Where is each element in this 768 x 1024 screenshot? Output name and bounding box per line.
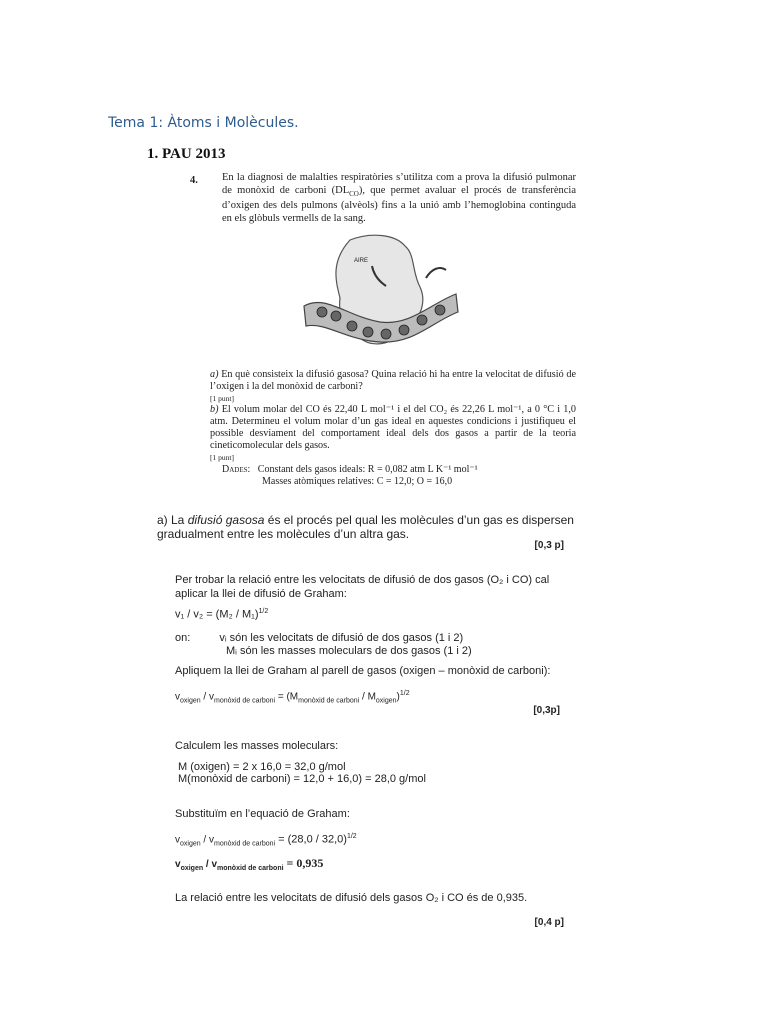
substitute-text: Substituïm en l’equació de Graham:	[175, 808, 350, 820]
graham-substitution: $v_{oxigen} / v_{monòxid de carboni} = (28,0 / 32,0)^{1/2}$	[175, 833, 357, 848]
answer-a-definition: a) La difusió gasosa és el procés pel qual les molècules d’un gas es dispersen gradualment entre les molècules d’un altra gas.	[157, 513, 574, 541]
graham-formula-applied: $v_{oxigen} / v_{monòxid de carboni} = (M_{monòxid de carboni} / M_{oxigen})^{1/2}$	[175, 690, 410, 705]
part-b-question: b) El volum molar del CO és 22,40 L mol⁻¹ i el del CO₂ és 22,26 L mol⁻¹, a 0 °C i 1,0 atm. Determineu el volum molar d’un gas ideal en aquestes condicions i justifiqueu el possible desviament del comportament ideal dels dos gasos a partir de la teoria cineticomolecular dels gasos. [1 punt]	[210, 404, 576, 462]
question-number: 4.	[190, 175, 198, 186]
graham-formula: v₁ / v₂ = (M₂ / M₁)$^{1/2}$	[175, 608, 269, 621]
apply-graham-text: Apliquem la llei de Graham al parell de gasos (oxigen – monòxid de carboni):	[175, 665, 551, 677]
formula-legend: on: vᵢ són les velocitats de difusió de dos gasos (1 i 2) Mᵢ són les masses moleculars de dos gasos (1 i 2)	[175, 632, 472, 657]
section-title: 1. PAU 2013	[147, 146, 226, 162]
points-badge: [0,3p]	[533, 705, 560, 716]
calculate-masses-text: Calculem les masses moleculars:	[175, 740, 339, 752]
points-badge: [0,4 p]	[534, 917, 564, 928]
conclusion-text: La relació entre les velocitats de difusió dels gasos O₂ i CO és de 0,935.	[175, 892, 528, 904]
data-block: Dades: Constant dels gasos ideals: R = 0,082 atm L K⁻¹ mol⁻¹ Masses atòmiques relatives: C = 12,0; O = 16,0	[222, 464, 478, 487]
exit-arrow	[426, 268, 446, 278]
graham-result: $v_{oxigen} / v_{monòxid de carboni} = 0,935$	[175, 856, 324, 872]
graham-intro: Per trobar la relació entre les velocitats de difusió de dos gasos (O₂ i CO) cal aplicar la llei de difusió de Graham:	[175, 574, 550, 600]
question-intro: En la diagnosi de malalties respiratòries s’utilitza com a prova la difusió pulmonar de monòxid de carboni $(DL_{CO})$, que permet avaluar el procés de transferència d’oxigen des dels pulmons (alvèols) fins a la unió amb l’hemoglobina continguda en els glòbuls vermells de la sang.	[222, 172, 577, 224]
molecular-masses: M (oxigen) = 2 x 16,0 = 32,0 g/mol M(monòxid de carboni) = 12,0 + 16,0) = 28,0 g/mol	[178, 761, 426, 785]
lung-alveolus-illustration	[300, 232, 460, 360]
figure-label-aire: AIRE	[354, 258, 369, 264]
part-a-question: a) En què consisteix la difusió gasosa? Quina relació hi ha entre la velocitat de difusió de l’oxigen i la del monòxid de carboni? [1 punt]	[210, 369, 576, 403]
points-badge: [0,3 p]	[534, 540, 564, 551]
page-heading: Tema 1: Àtoms i Molècules.	[108, 115, 299, 131]
